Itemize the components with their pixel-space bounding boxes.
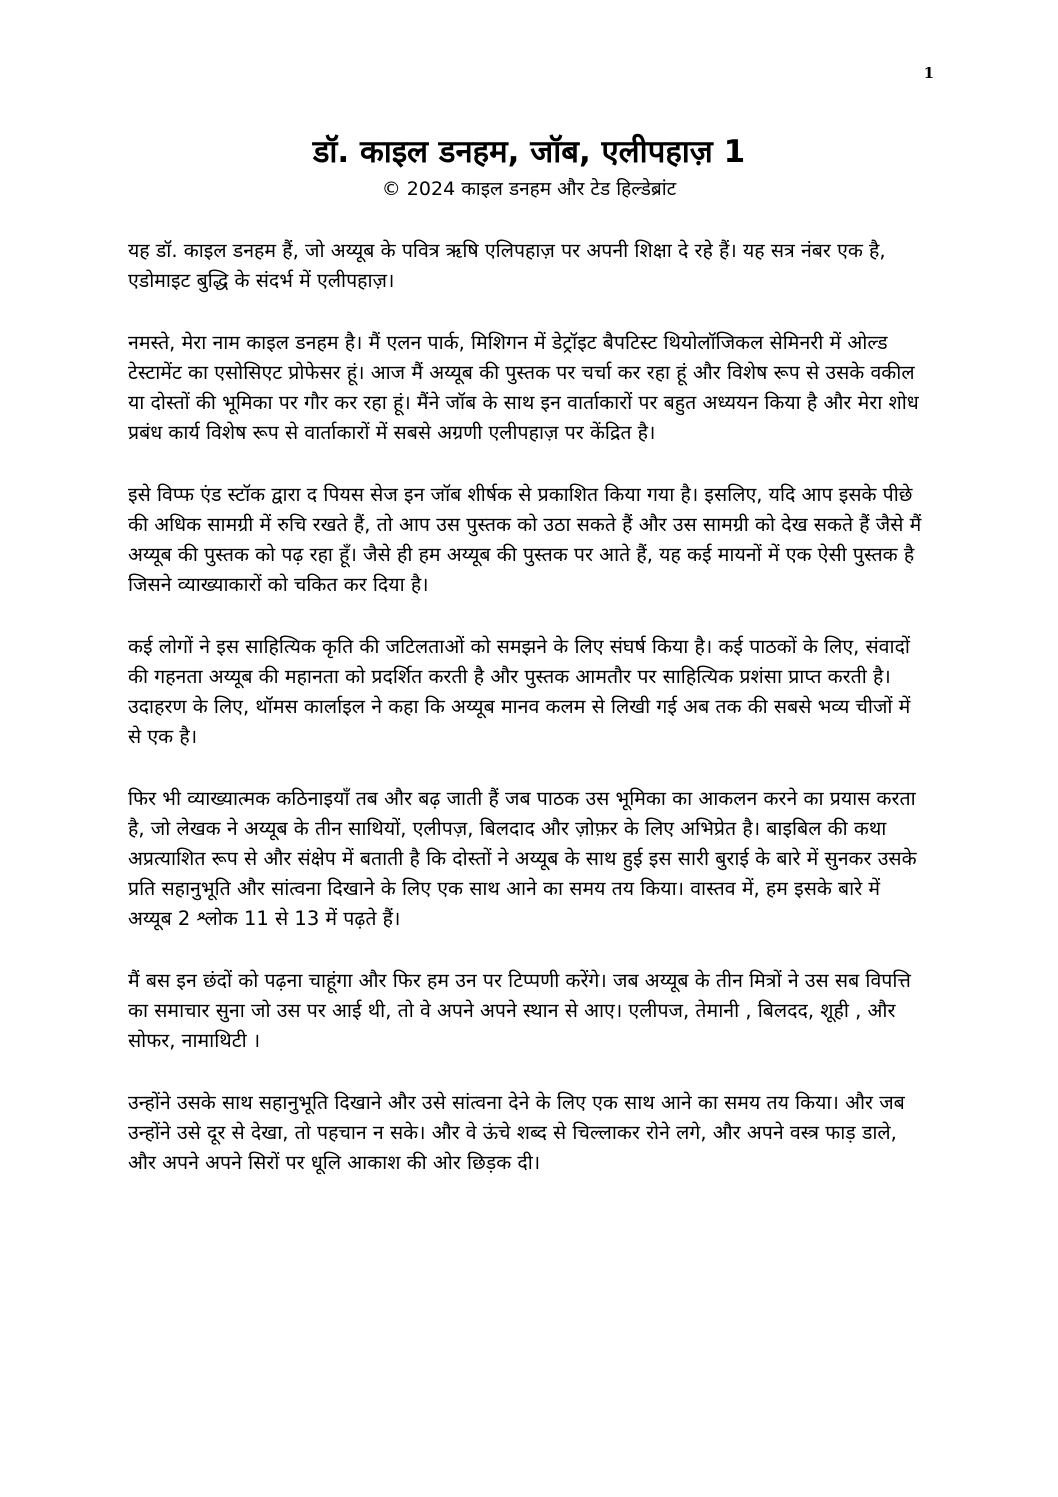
copyright-line: © 2024 काइल डनहम और टेड हिल्डेब्रांट (381, 178, 677, 200)
body-text (128, 236, 928, 1210)
paragraph: यह डॉ. काइल डनहम हैं, जो अय्यूब के पवित्र ऋषि एलिपहाज़ पर अपनी शिक्षा दे रहे हैं। यह सत्र नंबर एक है, एडोमाइट बुद्धि के संदर्भ में एलीपहाज़। (128, 239, 886, 292)
paragraph: मैं बस इन छंदों को पढ़ना चाहूंगा और फिर हम उन पर टिप्पणी करेंगे। जब अय्यूब के तीन मित्रों ने उस सब विपत्ति का समाचार सुना जो उस पर आई थी, तो वे अपने अपने स्थान से आए। एलीपज, तेमानी , बिलदद, शूही , और सोफर, नामाथिटी । (128, 969, 911, 1052)
page-number: 1 (923, 64, 934, 82)
paragraph: फिर भी व्याख्यात्मक कठिनाइयाँ तब और बढ़ जाती हैं जब पाठक उस भूमिका का आकलन करने का प्रयास करता है, जो लेखक ने अय्यूब के तीन साथियों, एलीपज़, बिलदाद और ज़ोफ़र के लिए अभिप्रेत है। बाइबिल की कथा अप्रत्याशित रूप से और संक्षेप में बताती है कि दोस्तों ने अय्यूब के साथ हुई इस सारी बुराई के बारे में सुनकर उसके प्रति सहानुभूति और सांत्वना दिखाने के लिए एक साथ आने का समय तय किया। वास्तव में, हम इसके बारे में अय्यूब 2 श्लोक 11 से 13 में पढ़ते हैं। (128, 787, 917, 930)
paragraph: नमस्ते, मेरा नाम काइल डनहम है। मैं एलन पार्क, मिशिगन में डेट्रॉइट बैपटिस्ट थियोलॉजिकल सेमिनरी में ओल्ड टेस्टामेंट का एसोसिएट प्रोफेसर हूं। आज मैं अय्यूब की पुस्तक पर चर्चा कर रहा हूं और विशेष रूप से उसके वकील या दोस्तों की भूमिका पर गौर कर रहा हूं। मैंने जॉब के साथ इन वार्ताकारों पर बहुत अध्ययन किया है और मेरा शोध प्रबंध कार्य विशेष रूप से वार्ताकारों में सबसे अग्रणी एलीपहाज़ पर केंद्रित है। (128, 331, 919, 444)
paragraph: कई लोगों ने इस साहित्यिक कृति की जटिलताओं को समझने के लिए संघर्ष किया है। कई पाठकों के लिए, संवादों की गहनता अय्यूब की महानता को प्रदर्शित करती है और पुस्तक आमतौर पर साहित्यिक प्रशंसा प्राप्त करती है। उदाहरण के लिए, थॉमस कार्लाइल ने कहा कि अय्यूब मानव कलम से लिखी गई अब तक की सबसे भव्य चीजों में से एक है। (128, 635, 911, 748)
paragraph: इसे विप्फ एंड स्टॉक द्वारा द पियस सेज इन जॉब शीर्षक से प्रकाशित किया गया है। इसलिए, यदि आप इसके पीछे की अधिक सामग्री में रुचि रखते हैं, तो आप उस पुस्तक को उठा सकते हैं और उस सामग्री को देख सकते हैं जैसे मैं अय्यूब की पुस्तक को पढ़ रहा हूँ। जैसे ही हम अय्यूब की पुस्तक पर आते हैं, यह कई मायनों में एक ऐसी पुस्तक है जिसने व्याख्याकारों को चकित कर दिया है। (128, 483, 922, 596)
document-title: डॉ. काइल डनहम, जॉब, एलीपहाज़ 1 (312, 134, 746, 170)
title-block (0, 128, 1058, 202)
paragraph: उन्होंने उसके साथ सहानुभूति दिखाने और उसे सांत्वना देने के लिए एक साथ आने का समय तय किया। और जब उन्होंने उसे दूर से देखा, तो पहचान न सके। और वे ऊंचे शब्द से चिल्लाकर रोने लगे, और अपने वस्त्र फाड़ डाले, और अपने अपने सिरों पर धूलि आकाश की ओर छिड़क दी। (128, 1091, 905, 1174)
